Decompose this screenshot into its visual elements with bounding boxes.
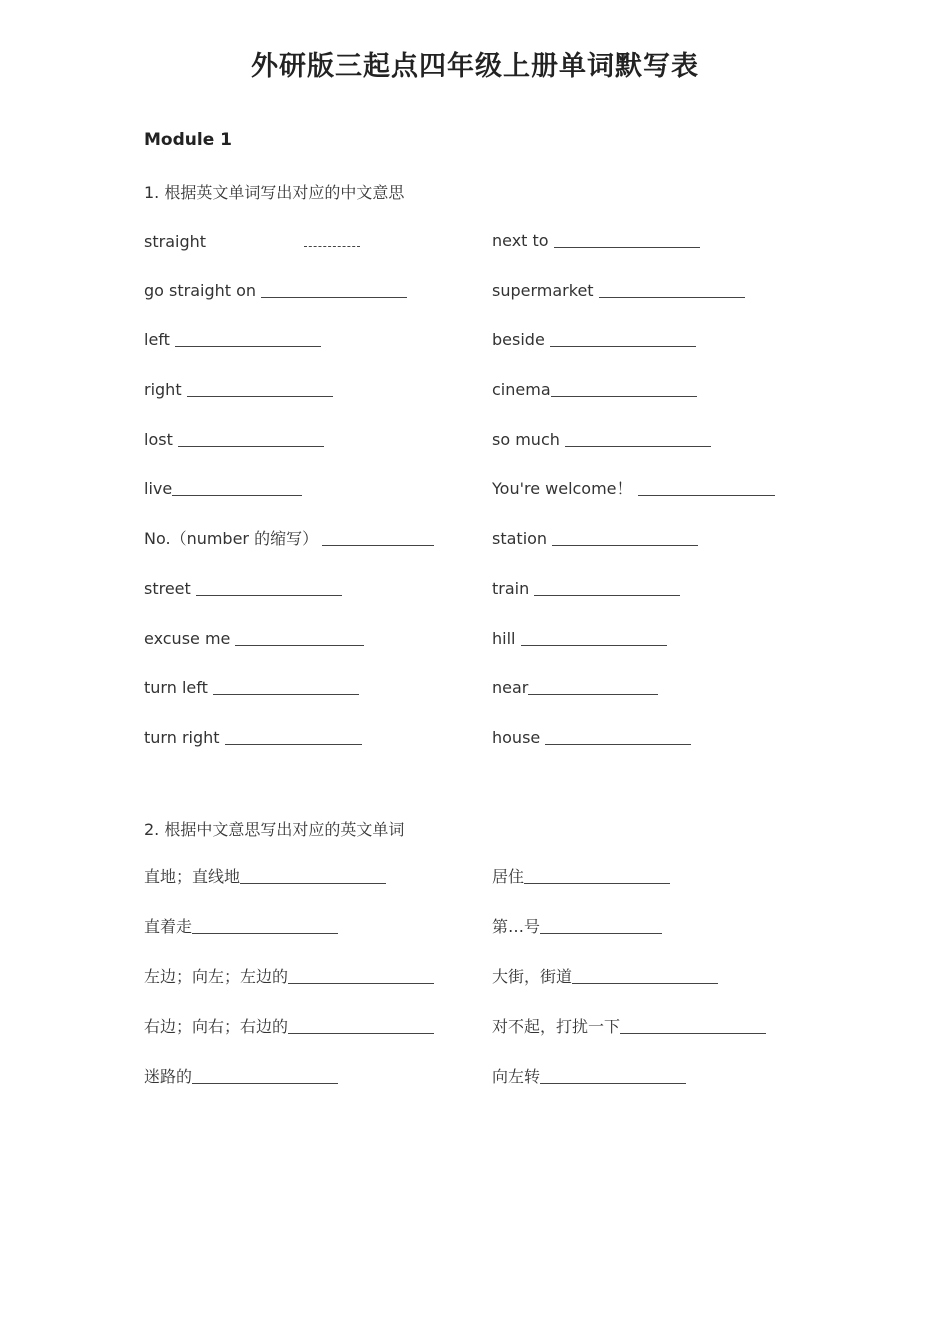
- vocab-item: [144, 280, 407, 302]
- vocab-meaning: 对不起，打扰一下: [492, 1017, 621, 1036]
- answer-blank[interactable]: [554, 231, 700, 248]
- vocab-meaning: 居住: [492, 867, 525, 886]
- vocab-word: train: [492, 579, 530, 598]
- section-2-heading: 2. 根据中文意思写出对应的英文单词: [144, 820, 405, 839]
- vocab-item: [144, 916, 338, 938]
- vocab-item: [492, 329, 696, 351]
- vocab-item: [492, 966, 718, 988]
- answer-blank[interactable]: [552, 529, 698, 546]
- vocab-meaning: 直地；直线地: [144, 867, 241, 886]
- answer-blank[interactable]: [550, 330, 696, 347]
- vocab-word: No.（number 的缩写）: [144, 529, 319, 548]
- answer-blank[interactable]: [540, 1067, 686, 1084]
- vocab-item: [144, 429, 324, 451]
- vocab-item: [492, 478, 775, 500]
- answer-blank[interactable]: [528, 678, 658, 695]
- vocab-meaning: 左边；向左；左边的: [144, 967, 289, 986]
- answer-blank[interactable]: [572, 967, 718, 984]
- vocab-word: hill: [492, 629, 516, 648]
- answer-blank[interactable]: [620, 1017, 766, 1034]
- vocab-word: beside: [492, 330, 545, 349]
- answer-blank[interactable]: [545, 728, 691, 745]
- answer-blank[interactable]: [213, 678, 359, 695]
- vocab-item: [144, 478, 302, 500]
- vocab-item: [492, 628, 667, 650]
- answer-blank[interactable]: [304, 230, 360, 247]
- vocab-word: supermarket: [492, 281, 594, 300]
- answer-blank[interactable]: [565, 430, 711, 447]
- vocab-word: street: [144, 579, 191, 598]
- vocab-item: [144, 329, 321, 351]
- vocab-item: [144, 230, 360, 252]
- vocab-item: [144, 866, 386, 888]
- answer-blank[interactable]: [192, 917, 338, 934]
- vocab-meaning: 向左转: [492, 1067, 541, 1086]
- answer-blank[interactable]: [225, 728, 362, 745]
- vocab-word: cinema: [492, 380, 551, 399]
- vocab-word: lost: [144, 430, 173, 449]
- vocab-word: near: [492, 678, 529, 697]
- vocab-item: [492, 379, 697, 401]
- vocab-word: house: [492, 728, 541, 747]
- answer-blank[interactable]: [240, 867, 386, 884]
- vocab-word: right: [144, 380, 182, 399]
- answer-blank[interactable]: [551, 380, 697, 397]
- answer-blank[interactable]: [521, 629, 667, 646]
- vocab-item: [144, 1066, 338, 1088]
- vocab-word: left: [144, 330, 170, 349]
- answer-blank[interactable]: [599, 281, 745, 298]
- vocab-word: live: [144, 479, 173, 498]
- answer-blank[interactable]: [288, 1017, 434, 1034]
- answer-blank[interactable]: [196, 579, 342, 596]
- vocab-meaning: 右边；向右；右边的: [144, 1017, 289, 1036]
- vocab-item: [144, 1016, 434, 1038]
- vocab-item: [144, 727, 362, 749]
- vocab-item: [144, 379, 333, 401]
- answer-blank[interactable]: [192, 1067, 338, 1084]
- answer-blank[interactable]: [235, 629, 364, 646]
- vocab-word: station: [492, 529, 548, 548]
- vocab-item: [492, 528, 698, 550]
- vocab-meaning: 第…号: [492, 917, 541, 936]
- vocab-meaning: 大街，街道: [492, 967, 573, 986]
- vocab-item: [144, 528, 434, 550]
- vocab-word: go straight on: [144, 281, 257, 300]
- answer-blank[interactable]: [175, 330, 321, 347]
- vocab-item: [492, 429, 711, 451]
- answer-blank[interactable]: [322, 529, 434, 546]
- answer-blank[interactable]: [261, 281, 407, 298]
- vocab-word: straight: [144, 232, 207, 251]
- vocab-item: [492, 1016, 766, 1038]
- vocab-word: so much: [492, 430, 560, 449]
- vocab-item: [492, 578, 680, 600]
- section-1-heading: 1. 根据英文单词写出对应的中文意思: [144, 183, 405, 202]
- vocab-item: [144, 677, 359, 699]
- answer-blank[interactable]: [288, 967, 434, 984]
- vocab-word: turn right: [144, 728, 220, 747]
- answer-blank[interactable]: [178, 430, 324, 447]
- module-heading: Module 1: [144, 130, 232, 150]
- answer-blank[interactable]: [524, 867, 670, 884]
- vocab-word: next to: [492, 231, 549, 250]
- vocab-item: [144, 966, 434, 988]
- vocab-item: [492, 230, 700, 252]
- vocab-meaning: 直着走: [144, 917, 193, 936]
- vocab-item: [492, 280, 745, 302]
- answer-blank[interactable]: [172, 479, 302, 496]
- vocab-word: You're welcome！: [492, 479, 633, 498]
- vocab-item: [492, 866, 670, 888]
- vocab-word: excuse me: [144, 629, 231, 648]
- answer-blank[interactable]: [540, 917, 662, 934]
- vocab-meaning: 迷路的: [144, 1067, 193, 1086]
- answer-blank[interactable]: [638, 479, 775, 496]
- vocab-item: [492, 677, 658, 699]
- vocab-item: [492, 1066, 686, 1088]
- answer-blank[interactable]: [187, 380, 333, 397]
- vocab-item: [492, 916, 662, 938]
- vocab-item: [144, 628, 364, 650]
- page-title: 外研版三起点四年级上册单词默写表: [251, 51, 699, 82]
- vocab-item: [144, 578, 342, 600]
- vocab-word: turn left: [144, 678, 208, 697]
- answer-blank[interactable]: [534, 579, 680, 596]
- vocab-item: [492, 727, 691, 749]
